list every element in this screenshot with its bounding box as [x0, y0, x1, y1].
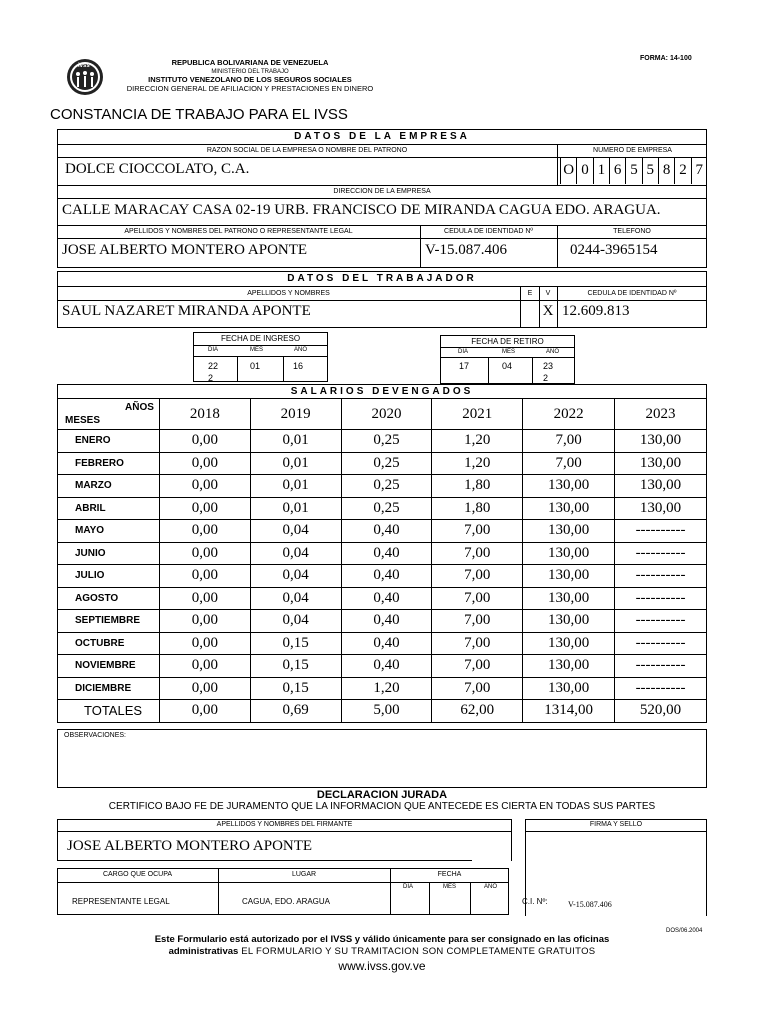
footer-line-2-bold: administrativas	[168, 946, 239, 957]
ingreso-dia-value: 22	[208, 361, 219, 371]
divider	[525, 831, 707, 832]
retiro-ano-overflow: 2	[543, 373, 549, 383]
divider	[237, 356, 238, 382]
divider	[440, 357, 575, 358]
divider	[390, 882, 509, 883]
year-header: 2023	[615, 399, 707, 430]
salary-cell: 0,00	[159, 610, 250, 633]
ingreso-mes-value: 01	[250, 361, 261, 371]
divider	[520, 286, 521, 328]
firmante-value: JOSE ALBERTO MONTERO APONTE	[67, 838, 313, 854]
salary-cell: 0,00	[159, 565, 250, 588]
salary-cell: 0,15	[250, 655, 341, 678]
year-header: 2019	[250, 399, 341, 430]
empresa-header: DATOS DE LA EMPRESA	[294, 131, 470, 142]
ci-value: V-15.087.406	[568, 900, 612, 909]
salary-cell: 1,20	[432, 430, 523, 453]
footer-line-2-rest: EL FORMULARIO Y SU TRAMITACION SON COMPLETAMENTE GRATUITOS	[238, 946, 596, 957]
salary-cell: 1,80	[432, 497, 523, 520]
years-header-row	[58, 399, 707, 430]
month-label: ABRIL	[58, 497, 160, 520]
salario-row	[58, 430, 707, 453]
salary-cell: 0,40	[341, 565, 432, 588]
digit-box: 7	[691, 158, 707, 184]
total-cell: 5,00	[341, 700, 432, 723]
trabajador-header: DATOS DEL TRABAJADOR	[287, 273, 477, 284]
salary-cell: 0,00	[159, 452, 250, 475]
divider	[390, 868, 391, 915]
year-header: 2018	[159, 399, 250, 430]
divider	[57, 831, 512, 832]
salary-cell: 7,00	[432, 632, 523, 655]
salary-cell: 7,00	[432, 520, 523, 543]
salario-row	[58, 587, 707, 610]
total-cell: 62,00	[432, 700, 523, 723]
divider	[557, 286, 558, 328]
digit-box: 0	[576, 158, 592, 184]
v-value: X	[542, 303, 554, 319]
republic-name: REPUBLICA BOLIVARIANA DE VENEZUELA	[171, 58, 329, 67]
razon-social-value: DOLCE CIOCCOLATO, C.A.	[65, 161, 250, 177]
firmante-label: APELLIDOS Y NOMBRES DEL FIRMANTE	[216, 821, 353, 828]
salary-cell: 0,00	[159, 430, 250, 453]
ci-label: C.I. Nº:	[522, 897, 548, 906]
decl-ano-label: AÑO	[484, 884, 498, 890]
document-code: DOS/06.2004	[666, 928, 703, 934]
fecha-ingreso-label: FECHA DE INGRESO	[220, 334, 301, 343]
total-cell: 0,69	[250, 700, 341, 723]
divider	[57, 286, 707, 287]
page-title: CONSTANCIA DE TRABAJO PARA EL IVSS	[50, 106, 348, 123]
month-label: NOVIEMBRE	[58, 655, 160, 678]
month-label: FEBRERO	[58, 452, 160, 475]
retiro-dia-value: 17	[459, 361, 470, 371]
salario-row	[58, 475, 707, 498]
total-cell: 520,00	[615, 700, 707, 723]
year-header: 2020	[341, 399, 432, 430]
ingreso-ano-value: 16	[293, 361, 304, 371]
salary-cell: 0,25	[341, 430, 432, 453]
month-label: JULIO	[58, 565, 160, 588]
salary-cell: 130,00	[523, 587, 615, 610]
salary-cell: 130,00	[523, 520, 615, 543]
salary-cell: 0,00	[159, 677, 250, 700]
footer-line-2	[57, 946, 707, 957]
ingreso-mes-label: MES	[250, 347, 264, 353]
retiro-mes-value: 04	[502, 361, 513, 371]
salary-cell: 130,00	[615, 475, 707, 498]
divider	[557, 144, 558, 186]
observaciones-box	[57, 729, 707, 788]
month-label: JUNIO	[58, 542, 160, 565]
salary-cell: 0,01	[250, 452, 341, 475]
ingreso-dia-overflow: 2	[208, 373, 214, 383]
salary-cell: 130,00	[615, 430, 707, 453]
salario-row	[58, 632, 707, 655]
logo-text: ivss	[78, 63, 90, 69]
divider	[488, 357, 489, 384]
digit-box: 6	[609, 158, 625, 184]
salary-cell: 0,04	[250, 520, 341, 543]
observaciones-label: OBSERVACIONES:	[64, 732, 126, 739]
salary-cell: 130,00	[523, 632, 615, 655]
salary-cell: 0,00	[159, 655, 250, 678]
totales-row	[58, 700, 707, 723]
salary-cell: 0,00	[159, 632, 250, 655]
firma-sello-box	[525, 819, 707, 916]
salary-cell: ----------	[615, 520, 707, 543]
salary-cell: 7,00	[523, 430, 615, 453]
salarios-body	[58, 430, 707, 700]
salario-row	[58, 655, 707, 678]
salario-row	[58, 610, 707, 633]
e-label: E	[527, 290, 533, 297]
retiro-mes-label: MES	[502, 349, 516, 355]
salary-cell: 0,04	[250, 610, 341, 633]
salary-cell: 0,00	[159, 497, 250, 520]
divider	[57, 185, 707, 186]
razon-label: RAZON SOCIAL DE LA EMPRESA O NOMBRE DEL PATRONO	[206, 147, 408, 154]
salario-row	[58, 520, 707, 543]
form-number: FORMA: 14-100	[640, 55, 692, 62]
telefono-value: 0244-3965154	[570, 242, 658, 258]
salary-cell: 0,01	[250, 475, 341, 498]
salary-cell: ----------	[615, 610, 707, 633]
salary-cell: 0,15	[250, 632, 341, 655]
digit-box: O	[560, 158, 576, 184]
divider	[57, 198, 707, 199]
divider	[193, 345, 328, 346]
telefono-label: TELEFONO	[613, 228, 651, 235]
divider	[57, 860, 472, 861]
digit-box: 8	[658, 158, 674, 184]
salary-cell: 7,00	[432, 542, 523, 565]
salary-cell: 0,40	[341, 542, 432, 565]
salary-cell: 0,00	[159, 587, 250, 610]
total-cell: 1314,00	[523, 700, 615, 723]
cedula-value: V-15.087.406	[425, 242, 507, 258]
salary-cell: 0,40	[341, 655, 432, 678]
month-label: MAYO	[58, 520, 160, 543]
salarios-table	[57, 398, 707, 723]
digit-box: 2	[674, 158, 690, 184]
salary-cell: 130,00	[523, 475, 615, 498]
divider	[470, 882, 471, 915]
salary-cell: 130,00	[523, 542, 615, 565]
salary-cell: 0,15	[250, 677, 341, 700]
salary-cell: ----------	[615, 632, 707, 655]
year-header: 2022	[523, 399, 615, 430]
representante-value: JOSE ALBERTO MONTERO APONTE	[62, 242, 308, 258]
ministry-name: MINISTERIO DEL TRABAJO	[211, 68, 289, 75]
direccion-value: CALLE MARACAY CASA 02-19 URB. FRANCISCO DE MIRANDA CAGUA EDO. ARAGUA.	[62, 202, 661, 218]
v-label: V	[545, 290, 551, 297]
salary-cell: 0,25	[341, 497, 432, 520]
salary-cell: ----------	[615, 587, 707, 610]
trabajador-cedula-label: CEDULA DE IDENTIDAD Nº	[587, 290, 677, 297]
cedula-label: CEDULA DE IDENTIDAD Nº	[444, 228, 533, 235]
month-label: SEPTIEMBRE	[58, 610, 160, 633]
salary-cell: 0,00	[159, 475, 250, 498]
divider	[557, 225, 558, 268]
divider	[429, 882, 430, 915]
decl-dia-label: DIA	[403, 884, 414, 890]
salarios-header: SALARIOS DEVENGADOS	[290, 386, 474, 397]
salario-row	[58, 497, 707, 520]
salary-cell: 0,25	[341, 452, 432, 475]
salary-cell: 0,40	[341, 587, 432, 610]
footer-url[interactable]: www.ivss.gov.ve	[338, 959, 426, 973]
salario-row	[58, 677, 707, 700]
divider	[532, 357, 533, 384]
salary-cell: 7,00	[432, 677, 523, 700]
salary-cell: 130,00	[615, 497, 707, 520]
salario-row	[58, 452, 707, 475]
cargo-value: REPRESENTANTE LEGAL	[72, 897, 170, 906]
salary-cell: 1,20	[432, 452, 523, 475]
ingreso-ano-label: AÑO	[294, 347, 308, 353]
divider	[193, 356, 328, 357]
retiro-dia-label: DIA	[458, 349, 469, 355]
divider	[57, 882, 390, 883]
salary-cell: 0,25	[341, 475, 432, 498]
salary-cell: 7,00	[432, 565, 523, 588]
divider	[218, 868, 219, 915]
divider	[57, 238, 707, 239]
salary-cell: ----------	[615, 677, 707, 700]
month-label: DICIEMBRE	[58, 677, 160, 700]
divider	[283, 356, 284, 382]
salary-cell: ----------	[615, 655, 707, 678]
total-cell: 0,00	[159, 700, 250, 723]
retiro-ano-value: 23	[543, 361, 554, 371]
salary-cell: ----------	[615, 565, 707, 588]
digit-box: 5	[625, 158, 641, 184]
declaracion-title: DECLARACION JURADA	[316, 789, 448, 801]
salary-cell: 7,00	[432, 587, 523, 610]
nombres-label: APELLIDOS Y NOMBRES	[247, 290, 330, 297]
trabajador-cedula-value: 12.609.813	[562, 303, 630, 319]
header-block	[110, 59, 390, 93]
month-label: MARZO	[58, 475, 160, 498]
salary-cell: ----------	[615, 542, 707, 565]
divider	[440, 347, 575, 348]
salary-cell: 0,00	[159, 542, 250, 565]
salary-cell: 7,00	[432, 610, 523, 633]
salario-row	[58, 542, 707, 565]
decl-mes-label: MES	[443, 884, 457, 890]
month-label: AGOSTO	[58, 587, 160, 610]
totales-label: TOTALES	[58, 700, 160, 723]
salary-cell: 0,40	[341, 632, 432, 655]
fecha-label: FECHA	[437, 871, 462, 878]
salario-row	[58, 565, 707, 588]
digit-box: 5	[642, 158, 658, 184]
divider	[57, 225, 707, 226]
salary-cell: 0,04	[250, 587, 341, 610]
ingreso-dia-label: DIA	[208, 347, 219, 353]
digit-box: 1	[593, 158, 609, 184]
salary-cell: 0,00	[159, 520, 250, 543]
firma-sello-label: FIRMA Y SELLO	[589, 821, 643, 828]
declaracion-text: CERTIFICO BAJO FE DE JURAMENTO QUE LA INFORMACION QUE ANTECEDE ES CIERTA EN TODAS SUS PARTES	[108, 801, 656, 812]
cargo-label: CARGO QUE OCUPA	[102, 871, 173, 878]
salary-cell: 1,20	[341, 677, 432, 700]
divider	[57, 300, 707, 301]
footer-line-1: Este Formulario está autorizado por el IVSS y válido únicamente para ser consignado en las oficinas	[154, 934, 610, 945]
salary-cell: 0,04	[250, 565, 341, 588]
salary-cell: 0,40	[341, 610, 432, 633]
salary-cell: 0,01	[250, 497, 341, 520]
month-label: ENERO	[58, 430, 160, 453]
retiro-ano-label: AÑO	[546, 349, 560, 355]
year-header: 2021	[432, 399, 523, 430]
salary-cell: 130,00	[615, 452, 707, 475]
ivss-logo	[66, 58, 104, 96]
anos-label: AÑOS	[125, 402, 154, 413]
salary-cell: 0,04	[250, 542, 341, 565]
salary-cell: 7,00	[432, 655, 523, 678]
salary-cell: 130,00	[523, 565, 615, 588]
salary-cell: 130,00	[523, 677, 615, 700]
salary-cell: 1,80	[432, 475, 523, 498]
lugar-label: LUGAR	[291, 871, 317, 878]
numero-label: NUMERO DE EMPRESA	[593, 147, 672, 154]
salary-cell: 0,40	[341, 520, 432, 543]
institute-name: INSTITUTO VENEZOLANO DE LOS SEGUROS SOCIALES	[148, 75, 352, 84]
salary-cell: 130,00	[523, 655, 615, 678]
direccion-label: DIRECCION DE LA EMPRESA	[333, 188, 431, 195]
trabajador-nombres-value: SAUL NAZARET MIRANDA APONTE	[62, 303, 311, 319]
divider	[420, 225, 421, 268]
divider	[57, 144, 707, 145]
lugar-value: CAGUA, EDO. ARAGUA	[242, 897, 331, 906]
month-label: OCTUBRE	[58, 632, 160, 655]
fecha-retiro-label: FECHA DE RETIRO	[471, 337, 544, 346]
representante-label: APELLIDOS Y NOMBRES DEL PATRONO O REPRESENTANTE LEGAL	[124, 228, 353, 235]
salary-cell: 0,01	[250, 430, 341, 453]
anos-meses-cell	[58, 399, 160, 430]
salary-cell: 130,00	[523, 610, 615, 633]
direction-name: DIRECCION GENERAL DE AFILIACION Y PRESTACIONES EN DINERO	[126, 83, 374, 93]
salary-cell: 130,00	[523, 497, 615, 520]
salary-cell: 7,00	[523, 452, 615, 475]
numero-empresa-boxes	[560, 158, 707, 184]
meses-label: MESES	[65, 415, 101, 426]
